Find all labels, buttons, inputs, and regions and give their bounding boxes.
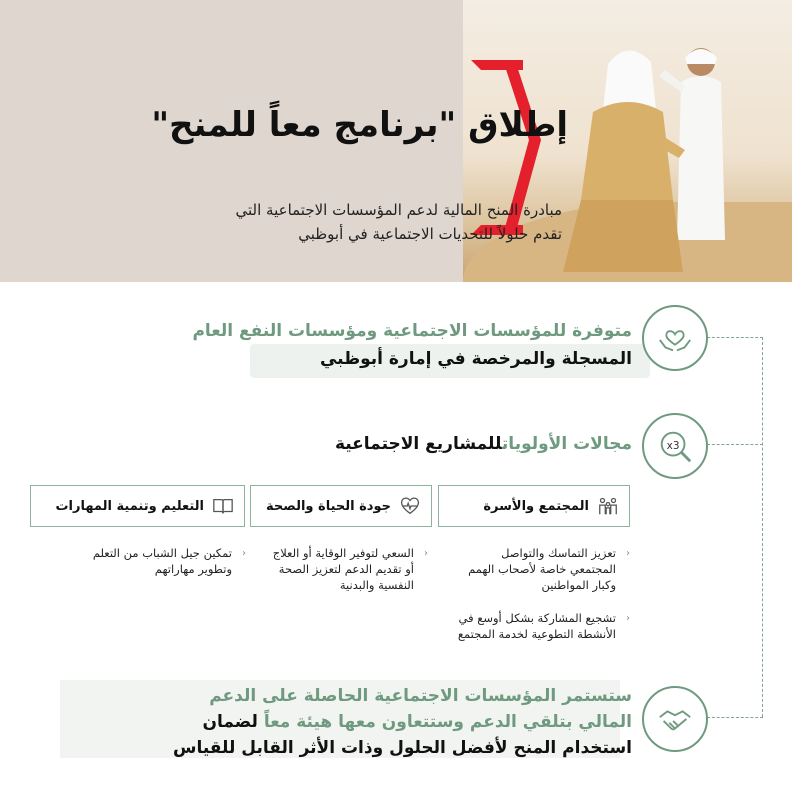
priorities-heading (335, 434, 632, 454)
connector-h1 (707, 337, 763, 338)
priorities-heading-green: مجالات الأولويات (501, 434, 632, 454)
bullet-community-1: ‹ تعزيز التماسك والتواصل المجتمعي خاصة لأصحاب الهمم وكبار المواطنين (468, 546, 630, 592)
priorities-heading-black: للمشاريع الاجتماعية (334, 434, 502, 454)
hero-subtitle (42, 198, 562, 246)
category-quality-health (250, 485, 432, 527)
closing-line-2 (202, 712, 632, 732)
connector-vertical (762, 337, 763, 717)
bullet-community-2: ‹ تشجيع المشاركة بشكل أوسع في الأنشطة التطوعية لخدمة المجتمع (457, 611, 630, 641)
chevron-left-icon: ‹ (626, 613, 630, 624)
page-title: إطلاق "برنامج معاً للمنح" (151, 105, 568, 145)
subtitle-line-1: مبادرة المنح المالية لدعم المؤسسات الاجتماعية التي (235, 201, 562, 219)
connector-h3 (707, 717, 763, 718)
bullet-education-1: ‹ تمكين جيل الشباب من التعلم وتطوير مهاراتهم (92, 546, 246, 576)
closing-line-3: استخدام المنح لأفضل الحلول وذات الأثر القابل للقياس (173, 738, 632, 758)
category-community-family (438, 485, 630, 527)
handshake-icon (642, 686, 708, 752)
magnifier-x3-icon (642, 413, 708, 479)
chevron-left-icon: ‹ (626, 548, 630, 559)
availability-line-2: المسجلة والمرخصة في إمارة أبوظبي (319, 349, 632, 369)
availability-line-1: متوفرة للمؤسسات الاجتماعية ومؤسسات النفع العام (192, 321, 632, 341)
heartbeat-icon (399, 495, 421, 517)
category-label: جودة الحياة والصحة (266, 498, 391, 514)
hero-banner (0, 0, 792, 282)
closing-line-1: ستستمر المؤسسات الاجتماعية الحاصلة على الدعم (209, 686, 632, 706)
family-icon (597, 495, 619, 517)
heart-hands-icon (642, 305, 708, 371)
bullet-health-1: ‹ السعي لتوفير الوقاية أو العلاج أو تقديم الدعم لتعزيز الصحة النفسية والبدنية (272, 546, 428, 592)
connector-h2 (707, 444, 763, 445)
chevron-left-icon: ‹ (242, 548, 246, 559)
closing-line-2-green: المالي بتلقي الدعم وستتعاون معها هيئة معاً (263, 712, 632, 732)
subtitle-line-2: تقدم حلولاً للتحديات الاجتماعية في أبوظبي (298, 225, 562, 243)
closing-line-2-black: لضمان (202, 712, 258, 732)
book-icon (212, 495, 234, 517)
svg-text:x3: x3 (666, 439, 680, 452)
chevron-left-icon: ‹ (424, 548, 428, 559)
category-label: التعليم وتنمية المهارات (55, 498, 204, 514)
category-education-skills (30, 485, 245, 527)
category-label: المجتمع والأسرة (483, 498, 589, 514)
